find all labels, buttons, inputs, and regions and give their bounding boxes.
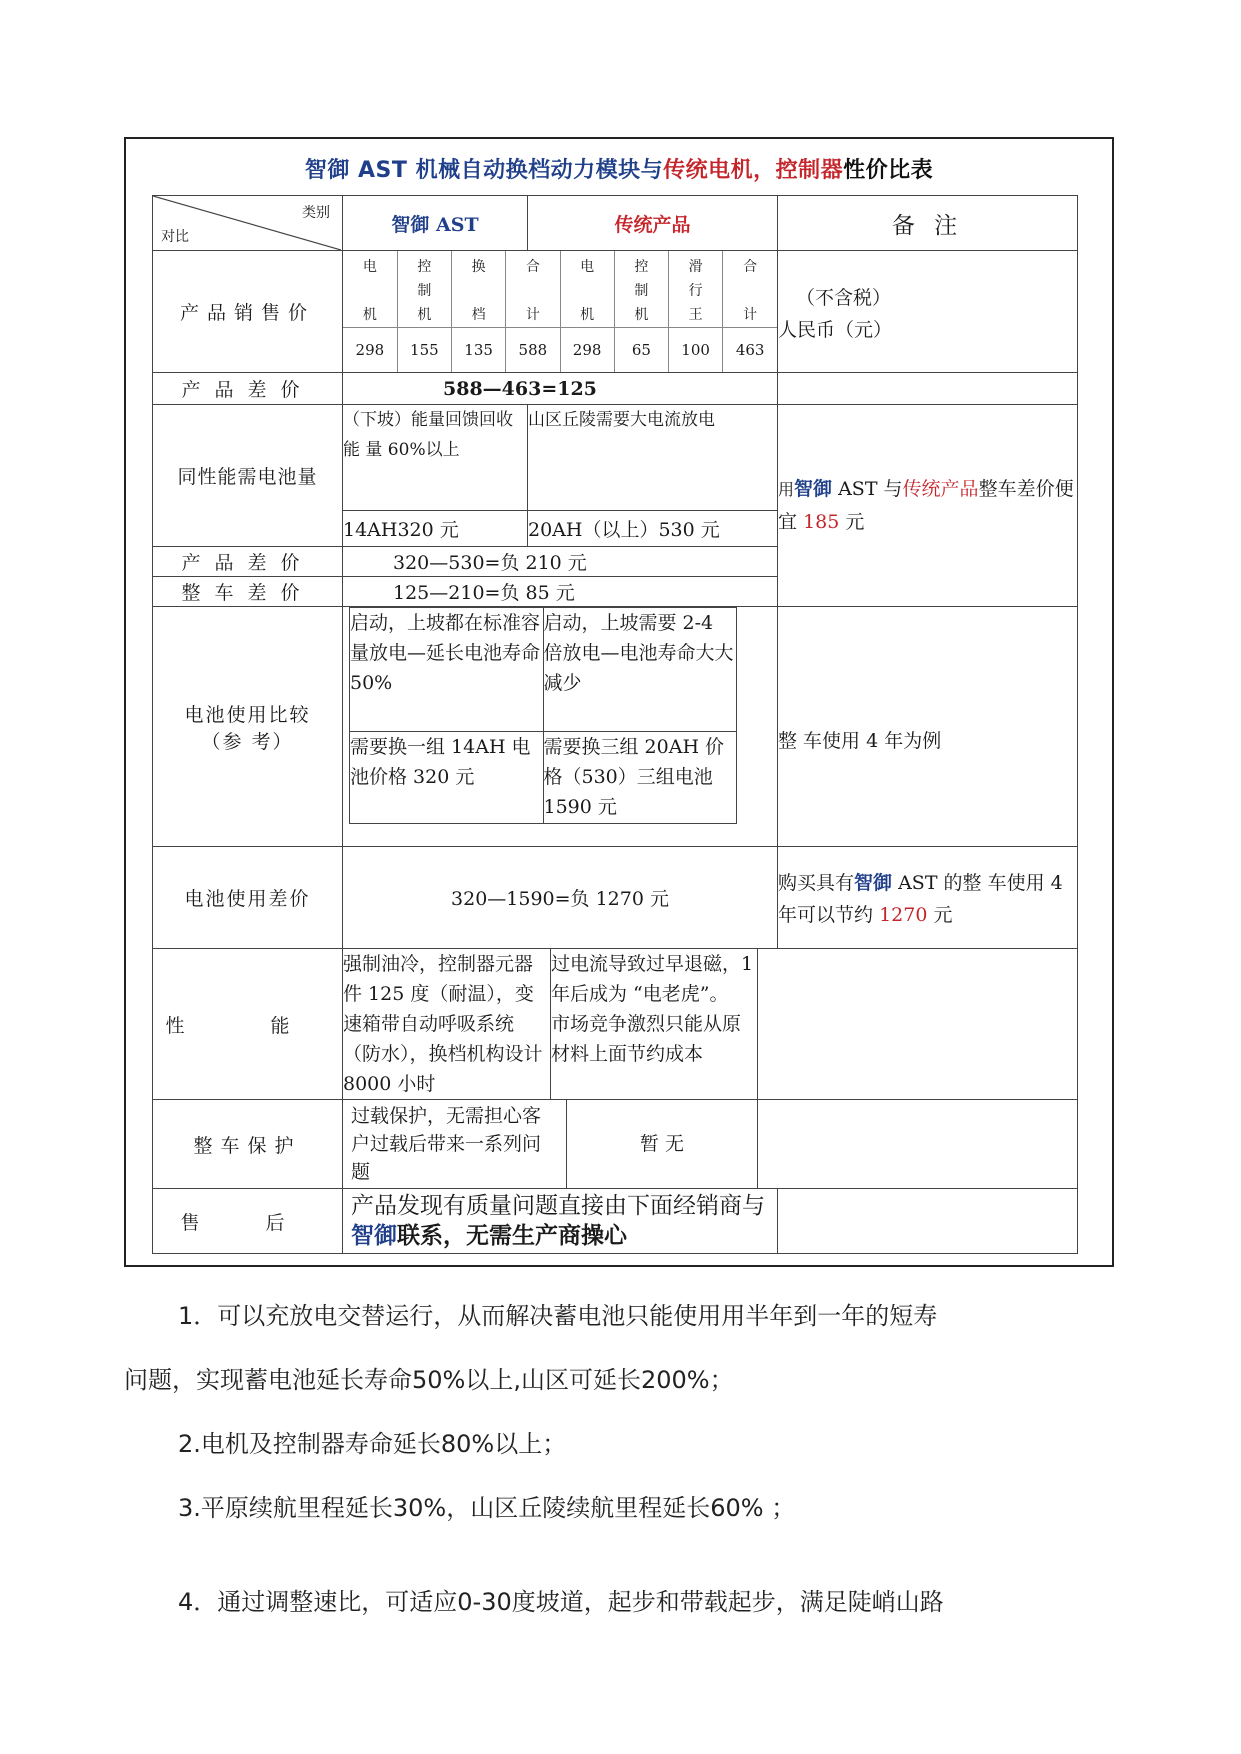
battery-capacity-row (153, 405, 1078, 511)
category-label: 类别 (302, 205, 330, 221)
performance-inner (343, 949, 758, 1100)
after-sales-text: 产品发现有质量问题直接由下面经销商与智御联系，无需生产商操心 (343, 1189, 778, 1254)
battery-usage-inner (343, 607, 778, 847)
ast-protection: 过载保护，无需担心客户过载后带来一系列问题 (343, 1100, 567, 1188)
price-row-label: 产品销售价 (153, 251, 343, 373)
after-sales-row (153, 1189, 1078, 1254)
ast-battery-desc: （下坡）能量回馈回收 能 量 60%以上 (343, 405, 528, 511)
protection-label: 整车保护 (153, 1100, 343, 1189)
price-value: 588 (506, 328, 560, 373)
compare-label: 对比 (161, 229, 189, 245)
paragraph-2: 2.电机及控制器寿命延长80%以上； (178, 1430, 567, 1458)
paragraph-1-cont: 问题，实现蓄电池延长寿命50%以上,山区可延长200%； (124, 1366, 734, 1394)
price-col-name: 合 计 (723, 251, 777, 328)
price-value: 298 (560, 328, 614, 373)
price-col-name: 控 制 机 (614, 251, 668, 328)
remark-header: 备 注 (778, 196, 1078, 251)
traditional-header: 传统产品 (528, 196, 778, 251)
table-header-row (153, 196, 1078, 251)
protection-row (153, 1100, 1078, 1189)
product-diff2-label: 产品差价 (153, 547, 343, 577)
price-col-name: 滑 行 王 (669, 251, 723, 328)
trad-performance: 过电流导致过早退磁，1 年后成为 “电老虎”。 市场竞争激烈只能从原材料上面节约成本 (551, 953, 754, 1065)
battery-usage-note: 整 车使用 4 年为例 (778, 607, 1078, 847)
paragraph-4: 4．通过调整速比，可适应0-30度坡道，起步和带载起步，满足陡峭山路 (178, 1588, 944, 1616)
battery-note: 用智御 AST 与传统产品整车差价便宜 185 元 (778, 405, 1078, 607)
battery-usage-row (153, 607, 1078, 847)
comparison-table (152, 195, 1078, 1254)
trad-usage-top: 启动，上坡需要 2-4 倍放电—电池寿命大大减少 (543, 608, 737, 732)
paragraph-3: 3.平原续航里程延长30%，山区丘陵续航里程延长60% ； (178, 1494, 796, 1522)
battery-diff-note: 购买具有智御 AST 的整 车使用 4 年可以节约 1270 元 (778, 847, 1078, 949)
battery-diff-row (153, 847, 1078, 949)
trad-battery-desc: 山区丘陵需要大电流放电 (528, 405, 778, 511)
price-col-name: 电 机 (362, 259, 377, 323)
diagonal-header-cell (153, 196, 343, 251)
price-value: 135 (452, 328, 506, 373)
price-value: 463 (723, 328, 777, 373)
ast-usage-top: 启动，上坡都在标准容量放电—延长电池寿命 50% (350, 608, 544, 732)
performance-row (153, 949, 1078, 1100)
price-col-name: 控 制 机 (397, 251, 451, 328)
ast-battery-value: 14AH320 元 (343, 511, 528, 547)
product-diff-value: 588—463=125 (343, 373, 778, 405)
ast-performance: 强制油冷，控制器元器件 125 度（耐温），变速箱带自动呼吸系统（防水），换档机构设计 8000 小时 (343, 949, 551, 1099)
trad-protection: 暂 无 (639, 1133, 685, 1155)
product-diff-label: 产品差价 (153, 373, 343, 405)
after-sales-label: 售 后 (153, 1189, 343, 1254)
vehicle-diff-value: 125—210=负 85 元 (343, 577, 778, 607)
comparison-table-image (124, 137, 1114, 1267)
battery-diff-label: 电池使用差价 (153, 847, 343, 949)
price-subtable-cell (343, 251, 778, 373)
product-diff2-value: 320—530=负 210 元 (343, 547, 778, 577)
paragraph-1: 1．可以充放电交替运行，从而解决蓄电池只能使用用半年到一年的短寿 (178, 1302, 938, 1330)
ast-header: 智御 AST (343, 196, 528, 251)
table-title: 智御 AST 机械自动换档动力模块与传统电机，控制器性价比表 (304, 158, 934, 183)
trad-battery-value: 20AH（以上）530 元 (528, 511, 778, 547)
price-col-name: 电 机 (560, 251, 614, 328)
product-diff-row (153, 373, 1078, 405)
trad-usage-bottom: 需要换三组 20AH 价格（530）三组电池 1590 元 (543, 732, 737, 824)
price-value: 100 (669, 328, 723, 373)
battery-usage-label: 电池使用比较 （参 考） (153, 607, 343, 847)
price-note: （不含税） 人民币（元） (778, 251, 1078, 373)
price-value: 155 (397, 328, 451, 373)
performance-label: 性 能 (153, 949, 343, 1100)
ast-usage-bottom: 需要换一组 14AH 电池价格 320 元 (350, 732, 544, 824)
price-col-name: 合 计 (506, 251, 560, 328)
battery-usage-subtable (349, 607, 737, 824)
price-value: 65 (614, 328, 668, 373)
protection-inner (343, 1100, 758, 1189)
price-row (153, 251, 1078, 373)
price-value: 298 (343, 328, 397, 373)
vehicle-diff-label: 整车差价 (153, 577, 343, 607)
battery-capacity-label: 同性能需电池量 (153, 405, 343, 547)
price-col-name: 换 档 (452, 251, 506, 328)
price-subtable (343, 251, 777, 372)
battery-diff-value: 320—1590=负 1270 元 (343, 847, 778, 949)
